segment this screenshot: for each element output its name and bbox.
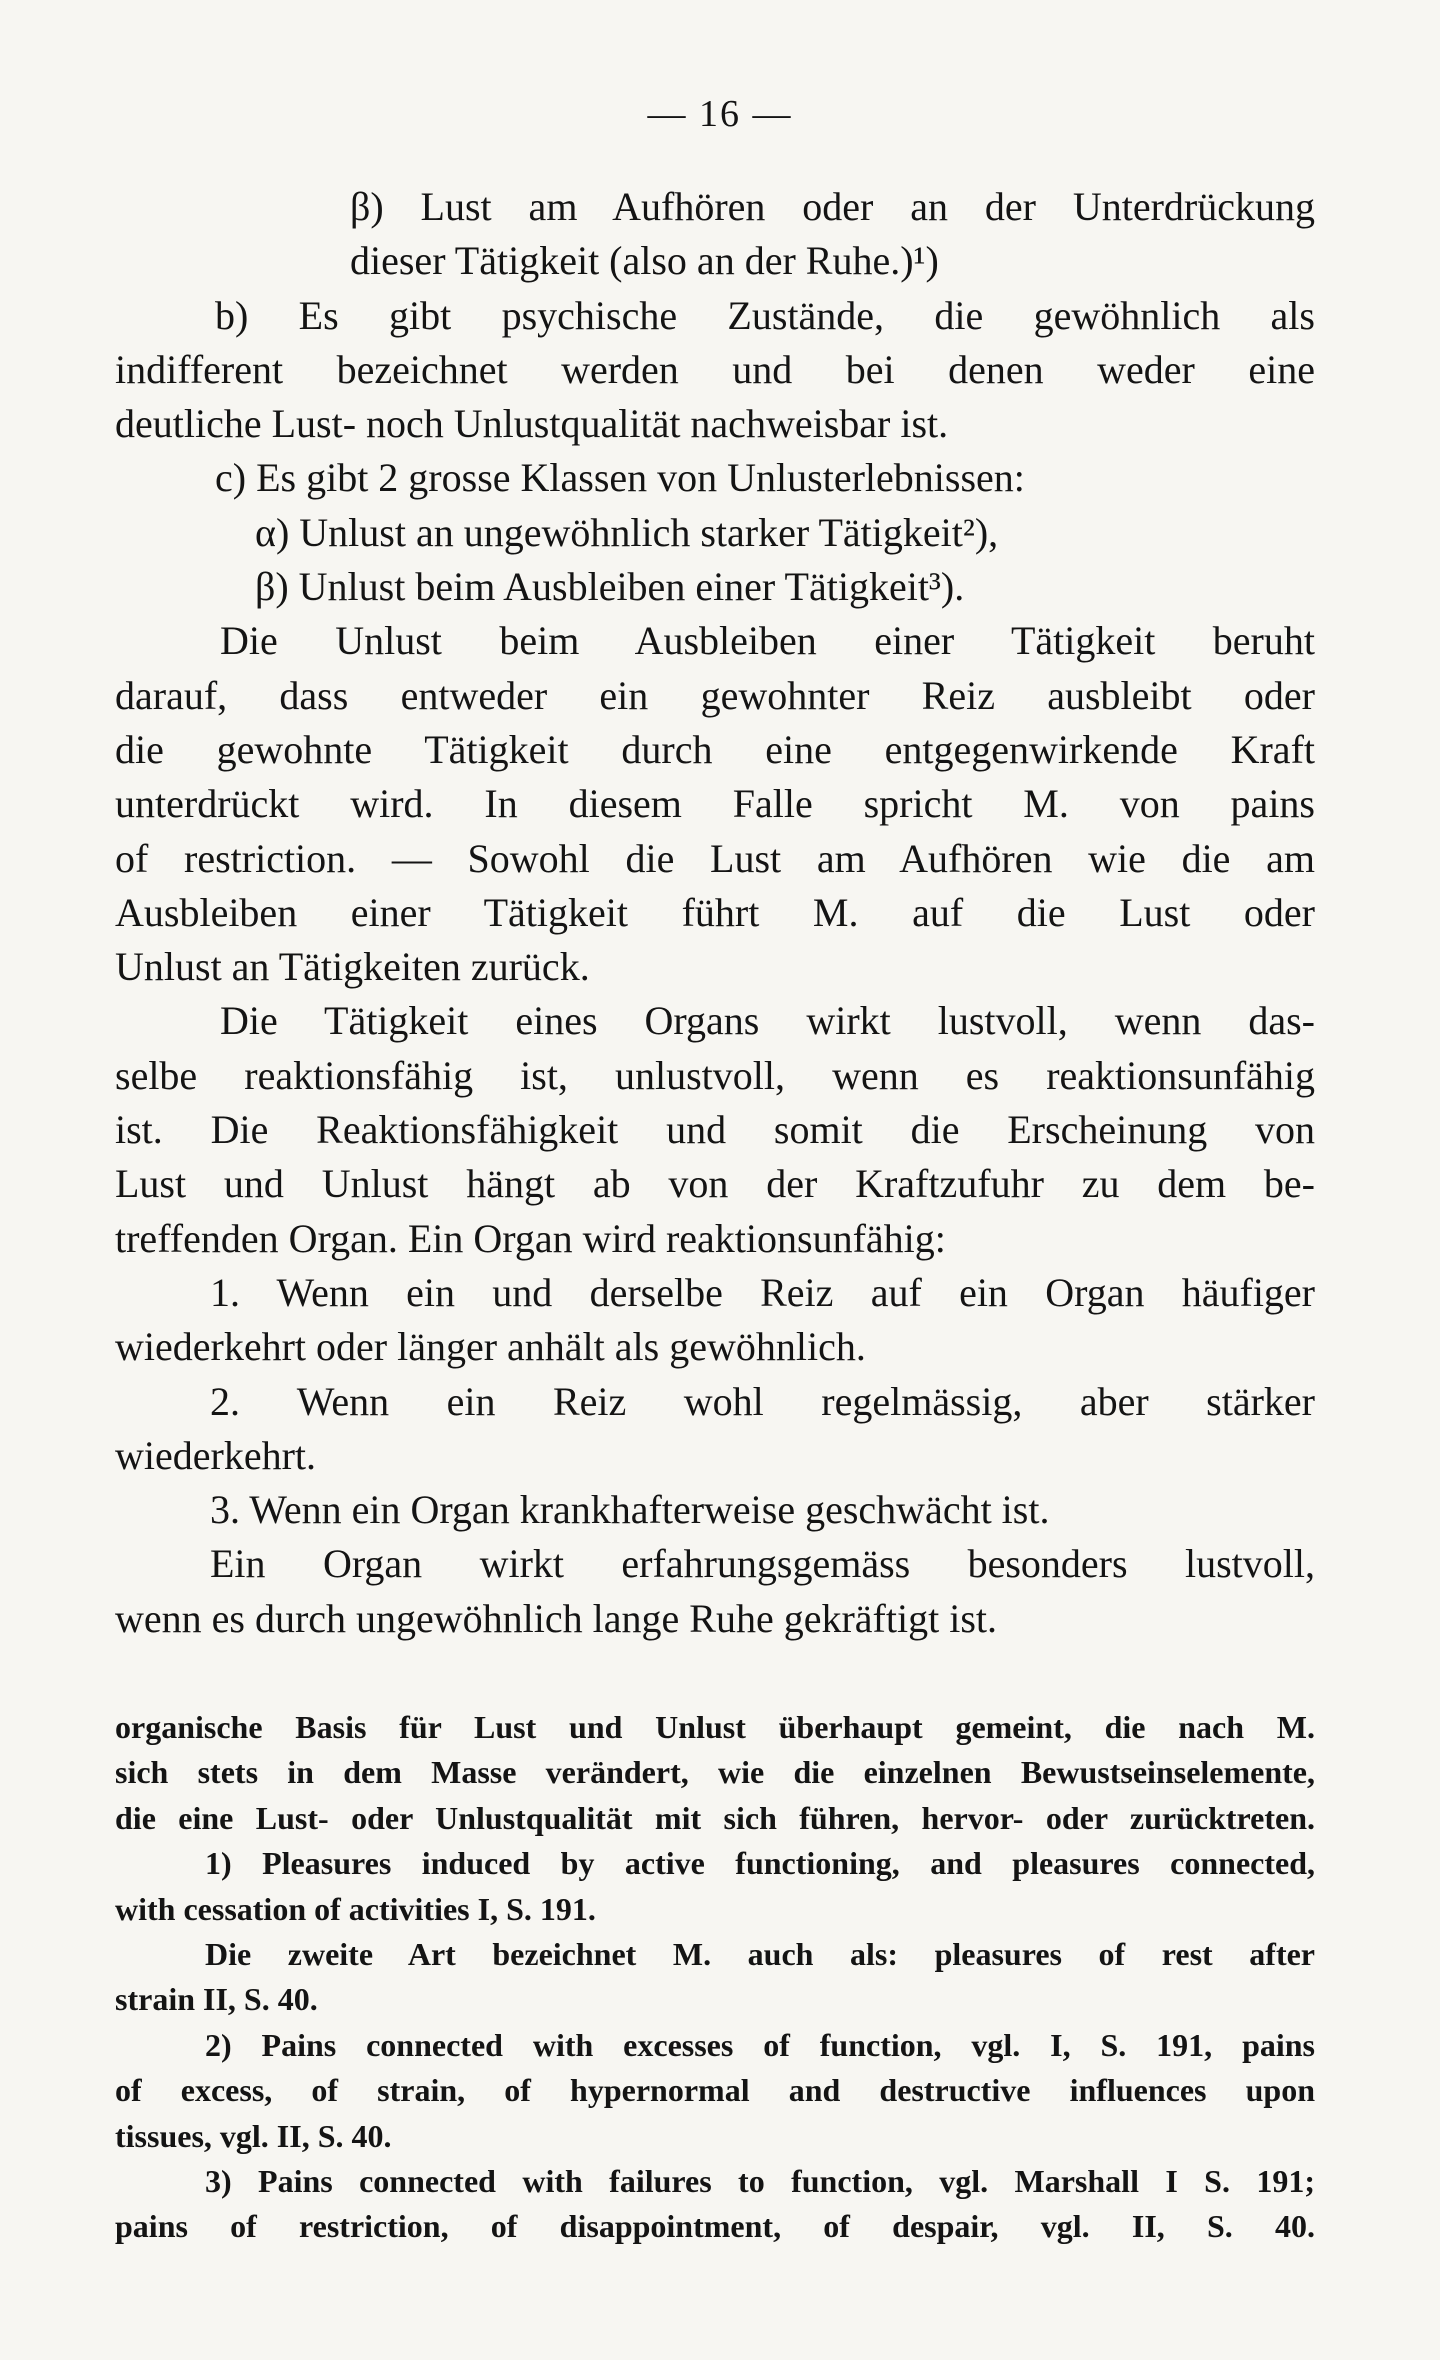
text-line: Die Unlust beim Ausbleiben einer Tätigkeit beruht bbox=[220, 618, 1315, 664]
text-line: c) Es gibt 2 grosse Klassen von Unlusterlebnissen: bbox=[215, 455, 1025, 501]
text-line: b) Es gibt psychische Zustände, die gewöhnlich als bbox=[215, 292, 1315, 338]
page-number: — 16 — bbox=[647, 93, 793, 135]
footnotes bbox=[115, 1705, 1315, 2250]
footnote-line: die eine Lust- oder Unlustqualität mit sich führen, hervor- oder zurücktreten. bbox=[115, 1799, 1315, 1836]
footnote-line: of excess, of strain, of hypernormal and destructive influences upon bbox=[115, 2072, 1315, 2109]
footnote-line: pains of restriction, of disappointment, of despair, vgl. II, S. 40. bbox=[115, 2208, 1315, 2245]
text-line: die gewohnte Tätigkeit durch eine entgegenwirkende Kraft bbox=[115, 726, 1315, 772]
text-line: Ausbleiben einer Tätigkeit führt M. auf die Lust oder bbox=[115, 889, 1315, 935]
text-line: unterdrückt wird. In diesem Falle spricht M. von pains bbox=[115, 781, 1315, 827]
text-line: wiederkehrt. bbox=[115, 1432, 317, 1478]
footnote-line: 3) Pains connected with failures to function, vgl. Marshall I S. 191; bbox=[205, 2162, 1315, 2199]
text-line: Ein Organ wirkt erfahrungsgemäss besonders lustvoll, bbox=[210, 1541, 1315, 1587]
list-item: 1. Wenn ein und derselbe Reiz auf ein Organ häufiger bbox=[210, 1269, 1315, 1315]
text-line: wenn es durch ungewöhnlich lange Ruhe gekräftigt ist. bbox=[115, 1595, 997, 1641]
text-line: Unlust an Tätigkeiten zurück. bbox=[115, 944, 590, 990]
list-item: 2. Wenn ein Reiz wohl regelmässig, aber stärker bbox=[210, 1378, 1315, 1424]
footnote-line: tissues, vgl. II, S. 40. bbox=[115, 2117, 392, 2154]
main-text bbox=[115, 180, 1315, 1646]
text-line: Lust und Unlust hängt ab von der Kraftzufuhr zu dem be- bbox=[115, 1161, 1315, 1207]
text-line: β) Unlust beim Ausbleiben einer Tätigkeit³). bbox=[255, 564, 965, 610]
text-line: treffenden Organ. Ein Organ wird reaktionsunfähig: bbox=[115, 1215, 946, 1261]
text-line: Die Tätigkeit eines Organs wirkt lustvoll, wenn das- bbox=[220, 998, 1315, 1044]
text-line: darauf, dass entweder ein gewohnter Reiz ausbleibt oder bbox=[115, 672, 1315, 718]
text-line: ist. Die Reaktionsfähigkeit und somit die Erscheinung von bbox=[115, 1107, 1315, 1153]
text-line: indifferent bezeichnet werden und bei denen weder eine bbox=[115, 346, 1315, 392]
text-line: wiederkehrt oder länger anhält als gewöhnlich. bbox=[115, 1324, 866, 1370]
list-item: 3. Wenn ein Organ krankhafterweise geschwächt ist. bbox=[210, 1487, 1050, 1533]
footnote-line: Die zweite Art bezeichnet M. auch als: pleasures of rest after bbox=[205, 1935, 1315, 1972]
text-line: deutliche Lust- noch Unlustqualität nachweisbar ist. bbox=[115, 401, 949, 447]
footnote-line: with cessation of activities I, S. 191. bbox=[115, 1890, 596, 1927]
footnote-line: strain II, S. 40. bbox=[115, 1981, 318, 2018]
footnote-line: organische Basis für Lust und Unlust überhaupt gemeint, die nach M. bbox=[115, 1709, 1315, 1745]
footnote-line: sich stets in dem Masse verändert, wie die einzelnen Bewustseinselemente, bbox=[115, 1754, 1315, 1791]
text-line: α) Unlust an ungewöhnlich starker Tätigkeit²), bbox=[255, 509, 999, 555]
text-line: dieser Tätigkeit (also an der Ruhe.)¹) bbox=[350, 238, 939, 284]
text-line: β) Lust am Aufhören oder an der Unterdrückung bbox=[350, 184, 1315, 229]
footnote-line: 1) Pleasures induced by active functioning, and pleasures connected, bbox=[205, 1845, 1315, 1882]
footnote-line: 2) Pains connected with excesses of function, vgl. I, S. 191, pains bbox=[205, 2026, 1315, 2063]
text-line: of restriction. — Sowohl die Lust am Aufhören wie die am bbox=[115, 835, 1315, 881]
text-line: selbe reaktionsfähig ist, unlustvoll, wenn es reaktionsunfähig bbox=[115, 1052, 1315, 1098]
